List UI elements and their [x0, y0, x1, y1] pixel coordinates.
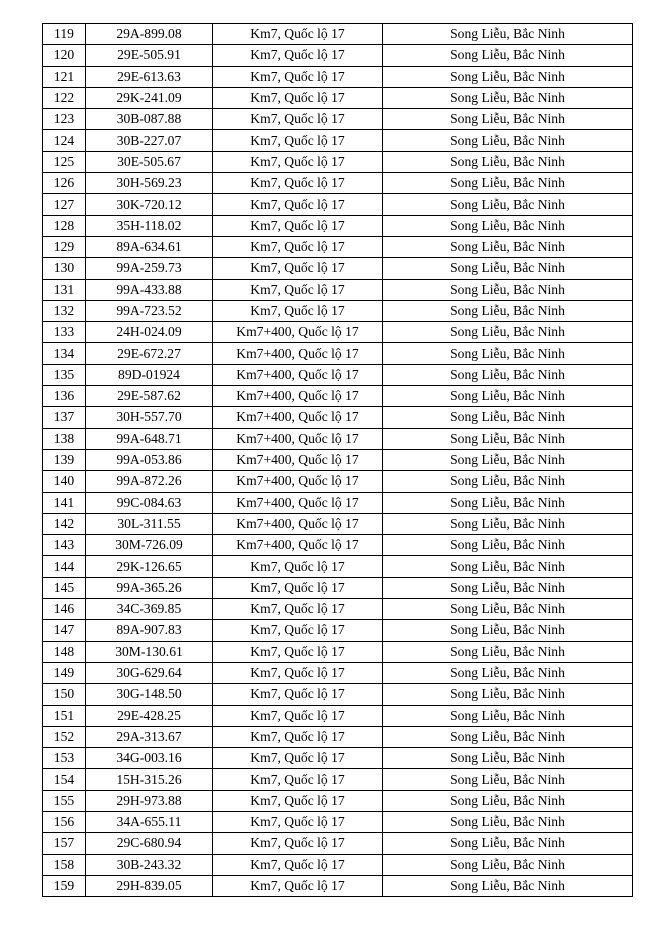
cell-location: Km7, Quốc lộ 17 [213, 854, 383, 875]
cell-area: Song Liễu, Bắc Ninh [383, 386, 633, 407]
cell-index: 131 [43, 279, 86, 300]
cell-area: Song Liễu, Bắc Ninh [383, 45, 633, 66]
cell-index: 154 [43, 769, 86, 790]
cell-index: 151 [43, 705, 86, 726]
table-row [43, 24, 633, 45]
cell-area: Song Liễu, Bắc Ninh [383, 684, 633, 705]
cell-index: 146 [43, 599, 86, 620]
cell-area: Song Liễu, Bắc Ninh [383, 513, 633, 534]
cell-license-plate: 99A-053.86 [86, 449, 213, 470]
cell-location: Km7+400, Quốc lộ 17 [213, 364, 383, 385]
cell-location: Km7+400, Quốc lộ 17 [213, 386, 383, 407]
cell-index: 159 [43, 875, 86, 896]
table-row [43, 151, 633, 172]
cell-area: Song Liễu, Bắc Ninh [383, 109, 633, 130]
cell-license-plate: 99A-433.88 [86, 279, 213, 300]
cell-location: Km7, Quốc lộ 17 [213, 790, 383, 811]
cell-area: Song Liễu, Bắc Ninh [383, 428, 633, 449]
cell-license-plate: 30B-087.88 [86, 109, 213, 130]
cell-area: Song Liễu, Bắc Ninh [383, 833, 633, 854]
cell-location: Km7+400, Quốc lộ 17 [213, 513, 383, 534]
cell-area: Song Liễu, Bắc Ninh [383, 87, 633, 108]
table-row [43, 130, 633, 151]
cell-area: Song Liễu, Bắc Ninh [383, 705, 633, 726]
cell-license-plate: 99C-084.63 [86, 492, 213, 513]
cell-index: 137 [43, 407, 86, 428]
cell-index: 122 [43, 87, 86, 108]
cell-license-plate: 30M-726.09 [86, 535, 213, 556]
cell-area: Song Liễu, Bắc Ninh [383, 492, 633, 513]
cell-location: Km7, Quốc lộ 17 [213, 875, 383, 896]
cell-index: 158 [43, 854, 86, 875]
cell-index: 125 [43, 151, 86, 172]
cell-area: Song Liễu, Bắc Ninh [383, 215, 633, 236]
cell-index: 138 [43, 428, 86, 449]
table-row [43, 556, 633, 577]
cell-index: 148 [43, 641, 86, 662]
cell-license-plate: 29H-839.05 [86, 875, 213, 896]
cell-location: Km7, Quốc lộ 17 [213, 109, 383, 130]
cell-location: Km7, Quốc lộ 17 [213, 833, 383, 854]
cell-license-plate: 29A-899.08 [86, 24, 213, 45]
table-row [43, 599, 633, 620]
table-row [43, 109, 633, 130]
table-row [43, 45, 633, 66]
cell-index: 157 [43, 833, 86, 854]
table-row [43, 577, 633, 598]
cell-location: Km7+400, Quốc lộ 17 [213, 428, 383, 449]
cell-index: 155 [43, 790, 86, 811]
cell-area: Song Liễu, Bắc Ninh [383, 577, 633, 598]
cell-location: Km7, Quốc lộ 17 [213, 641, 383, 662]
table-row [43, 769, 633, 790]
cell-license-plate: 30L-311.55 [86, 513, 213, 534]
cell-location: Km7, Quốc lộ 17 [213, 556, 383, 577]
cell-license-plate: 99A-872.26 [86, 471, 213, 492]
table-row [43, 641, 633, 662]
cell-license-plate: 99A-365.26 [86, 577, 213, 598]
cell-location: Km7, Quốc lộ 17 [213, 24, 383, 45]
cell-license-plate: 34A-655.11 [86, 811, 213, 832]
cell-license-plate: 89A-907.83 [86, 620, 213, 641]
table-row [43, 194, 633, 215]
table-row [43, 364, 633, 385]
table-row [43, 87, 633, 108]
table-row [43, 811, 633, 832]
cell-license-plate: 29K-126.65 [86, 556, 213, 577]
cell-index: 147 [43, 620, 86, 641]
cell-index: 120 [43, 45, 86, 66]
table-row [43, 662, 633, 683]
table-row [43, 173, 633, 194]
cell-index: 144 [43, 556, 86, 577]
table-body [43, 24, 633, 897]
cell-area: Song Liễu, Bắc Ninh [383, 343, 633, 364]
cell-area: Song Liễu, Bắc Ninh [383, 66, 633, 87]
cell-area: Song Liễu, Bắc Ninh [383, 748, 633, 769]
table-row [43, 513, 633, 534]
cell-index: 127 [43, 194, 86, 215]
table-row [43, 684, 633, 705]
cell-area: Song Liễu, Bắc Ninh [383, 173, 633, 194]
cell-index: 135 [43, 364, 86, 385]
violation-table [42, 23, 633, 897]
cell-location: Km7, Quốc lộ 17 [213, 130, 383, 151]
cell-license-plate: 99A-259.73 [86, 258, 213, 279]
cell-license-plate: 35H-118.02 [86, 215, 213, 236]
cell-location: Km7, Quốc lộ 17 [213, 45, 383, 66]
cell-license-plate: 30K-720.12 [86, 194, 213, 215]
cell-license-plate: 29E-428.25 [86, 705, 213, 726]
table-row [43, 748, 633, 769]
table-row [43, 875, 633, 896]
cell-location: Km7, Quốc lộ 17 [213, 620, 383, 641]
table-row [43, 300, 633, 321]
cell-area: Song Liễu, Bắc Ninh [383, 151, 633, 172]
cell-location: Km7, Quốc lộ 17 [213, 577, 383, 598]
cell-license-plate: 30E-505.67 [86, 151, 213, 172]
cell-index: 134 [43, 343, 86, 364]
cell-location: Km7+400, Quốc lộ 17 [213, 471, 383, 492]
cell-index: 133 [43, 322, 86, 343]
cell-location: Km7+400, Quốc lộ 17 [213, 492, 383, 513]
table-row [43, 790, 633, 811]
cell-index: 153 [43, 748, 86, 769]
cell-index: 128 [43, 215, 86, 236]
table-row [43, 343, 633, 364]
cell-license-plate: 34G-003.16 [86, 748, 213, 769]
cell-index: 126 [43, 173, 86, 194]
cell-location: Km7, Quốc lộ 17 [213, 236, 383, 257]
table-row [43, 471, 633, 492]
cell-location: Km7, Quốc lộ 17 [213, 300, 383, 321]
table-row [43, 258, 633, 279]
cell-location: Km7, Quốc lộ 17 [213, 769, 383, 790]
cell-location: Km7, Quốc lộ 17 [213, 811, 383, 832]
cell-license-plate: 89A-634.61 [86, 236, 213, 257]
cell-index: 149 [43, 662, 86, 683]
cell-location: Km7+400, Quốc lộ 17 [213, 449, 383, 470]
cell-license-plate: 30M-130.61 [86, 641, 213, 662]
cell-location: Km7, Quốc lộ 17 [213, 258, 383, 279]
cell-area: Song Liễu, Bắc Ninh [383, 236, 633, 257]
cell-area: Song Liễu, Bắc Ninh [383, 471, 633, 492]
cell-license-plate: 89D-01924 [86, 364, 213, 385]
cell-license-plate: 30B-243.32 [86, 854, 213, 875]
cell-license-plate: 99A-648.71 [86, 428, 213, 449]
cell-area: Song Liễu, Bắc Ninh [383, 407, 633, 428]
cell-location: Km7+400, Quốc lộ 17 [213, 407, 383, 428]
cell-area: Song Liễu, Bắc Ninh [383, 300, 633, 321]
cell-location: Km7, Quốc lộ 17 [213, 599, 383, 620]
cell-area: Song Liễu, Bắc Ninh [383, 258, 633, 279]
cell-location: Km7, Quốc lộ 17 [213, 748, 383, 769]
cell-index: 130 [43, 258, 86, 279]
cell-license-plate: 29A-313.67 [86, 726, 213, 747]
cell-area: Song Liễu, Bắc Ninh [383, 449, 633, 470]
cell-location: Km7, Quốc lộ 17 [213, 194, 383, 215]
cell-index: 143 [43, 535, 86, 556]
cell-license-plate: 30H-569.23 [86, 173, 213, 194]
table-row [43, 705, 633, 726]
cell-license-plate: 24H-024.09 [86, 322, 213, 343]
cell-license-plate: 15H-315.26 [86, 769, 213, 790]
cell-area: Song Liễu, Bắc Ninh [383, 811, 633, 832]
cell-area: Song Liễu, Bắc Ninh [383, 875, 633, 896]
cell-location: Km7, Quốc lộ 17 [213, 662, 383, 683]
cell-index: 132 [43, 300, 86, 321]
cell-index: 136 [43, 386, 86, 407]
table-row [43, 854, 633, 875]
cell-location: Km7+400, Quốc lộ 17 [213, 535, 383, 556]
table-row [43, 535, 633, 556]
cell-area: Song Liễu, Bắc Ninh [383, 726, 633, 747]
cell-index: 121 [43, 66, 86, 87]
cell-area: Song Liễu, Bắc Ninh [383, 322, 633, 343]
cell-license-plate: 99A-723.52 [86, 300, 213, 321]
cell-license-plate: 29E-613.63 [86, 66, 213, 87]
table-row [43, 407, 633, 428]
cell-index: 129 [43, 236, 86, 257]
cell-index: 150 [43, 684, 86, 705]
table-row [43, 215, 633, 236]
cell-index: 123 [43, 109, 86, 130]
cell-license-plate: 29K-241.09 [86, 87, 213, 108]
cell-area: Song Liễu, Bắc Ninh [383, 769, 633, 790]
cell-index: 124 [43, 130, 86, 151]
cell-area: Song Liễu, Bắc Ninh [383, 599, 633, 620]
table-row [43, 66, 633, 87]
table-row [43, 620, 633, 641]
cell-index: 141 [43, 492, 86, 513]
cell-area: Song Liễu, Bắc Ninh [383, 662, 633, 683]
table-row [43, 726, 633, 747]
cell-license-plate: 30G-148.50 [86, 684, 213, 705]
cell-area: Song Liễu, Bắc Ninh [383, 24, 633, 45]
cell-area: Song Liễu, Bắc Ninh [383, 535, 633, 556]
cell-location: Km7, Quốc lộ 17 [213, 684, 383, 705]
cell-index: 145 [43, 577, 86, 598]
cell-location: Km7+400, Quốc lộ 17 [213, 322, 383, 343]
cell-area: Song Liễu, Bắc Ninh [383, 364, 633, 385]
table-row [43, 449, 633, 470]
cell-location: Km7, Quốc lộ 17 [213, 173, 383, 194]
cell-license-plate: 30G-629.64 [86, 662, 213, 683]
cell-license-plate: 30H-557.70 [86, 407, 213, 428]
cell-location: Km7, Quốc lộ 17 [213, 151, 383, 172]
cell-license-plate: 29H-973.88 [86, 790, 213, 811]
table-row [43, 386, 633, 407]
cell-area: Song Liễu, Bắc Ninh [383, 854, 633, 875]
cell-index: 139 [43, 449, 86, 470]
cell-license-plate: 29E-505.91 [86, 45, 213, 66]
table-row [43, 492, 633, 513]
cell-area: Song Liễu, Bắc Ninh [383, 620, 633, 641]
table-row [43, 322, 633, 343]
cell-index: 156 [43, 811, 86, 832]
cell-area: Song Liễu, Bắc Ninh [383, 194, 633, 215]
cell-license-plate: 29C-680.94 [86, 833, 213, 854]
cell-area: Song Liễu, Bắc Ninh [383, 790, 633, 811]
cell-location: Km7, Quốc lộ 17 [213, 726, 383, 747]
cell-location: Km7, Quốc lộ 17 [213, 705, 383, 726]
cell-area: Song Liễu, Bắc Ninh [383, 130, 633, 151]
cell-location: Km7, Quốc lộ 17 [213, 87, 383, 108]
cell-license-plate: 34C-369.85 [86, 599, 213, 620]
table-row [43, 833, 633, 854]
table-row [43, 236, 633, 257]
cell-index: 142 [43, 513, 86, 534]
cell-location: Km7, Quốc lộ 17 [213, 279, 383, 300]
cell-location: Km7, Quốc lộ 17 [213, 66, 383, 87]
cell-location: Km7, Quốc lộ 17 [213, 215, 383, 236]
table-row [43, 279, 633, 300]
table-row [43, 428, 633, 449]
cell-index: 140 [43, 471, 86, 492]
cell-license-plate: 30B-227.07 [86, 130, 213, 151]
cell-area: Song Liễu, Bắc Ninh [383, 279, 633, 300]
cell-index: 119 [43, 24, 86, 45]
violation-table-container [42, 23, 632, 897]
cell-license-plate: 29E-587.62 [86, 386, 213, 407]
cell-area: Song Liễu, Bắc Ninh [383, 556, 633, 577]
cell-location: Km7+400, Quốc lộ 17 [213, 343, 383, 364]
cell-license-plate: 29E-672.27 [86, 343, 213, 364]
cell-index: 152 [43, 726, 86, 747]
cell-area: Song Liễu, Bắc Ninh [383, 641, 633, 662]
